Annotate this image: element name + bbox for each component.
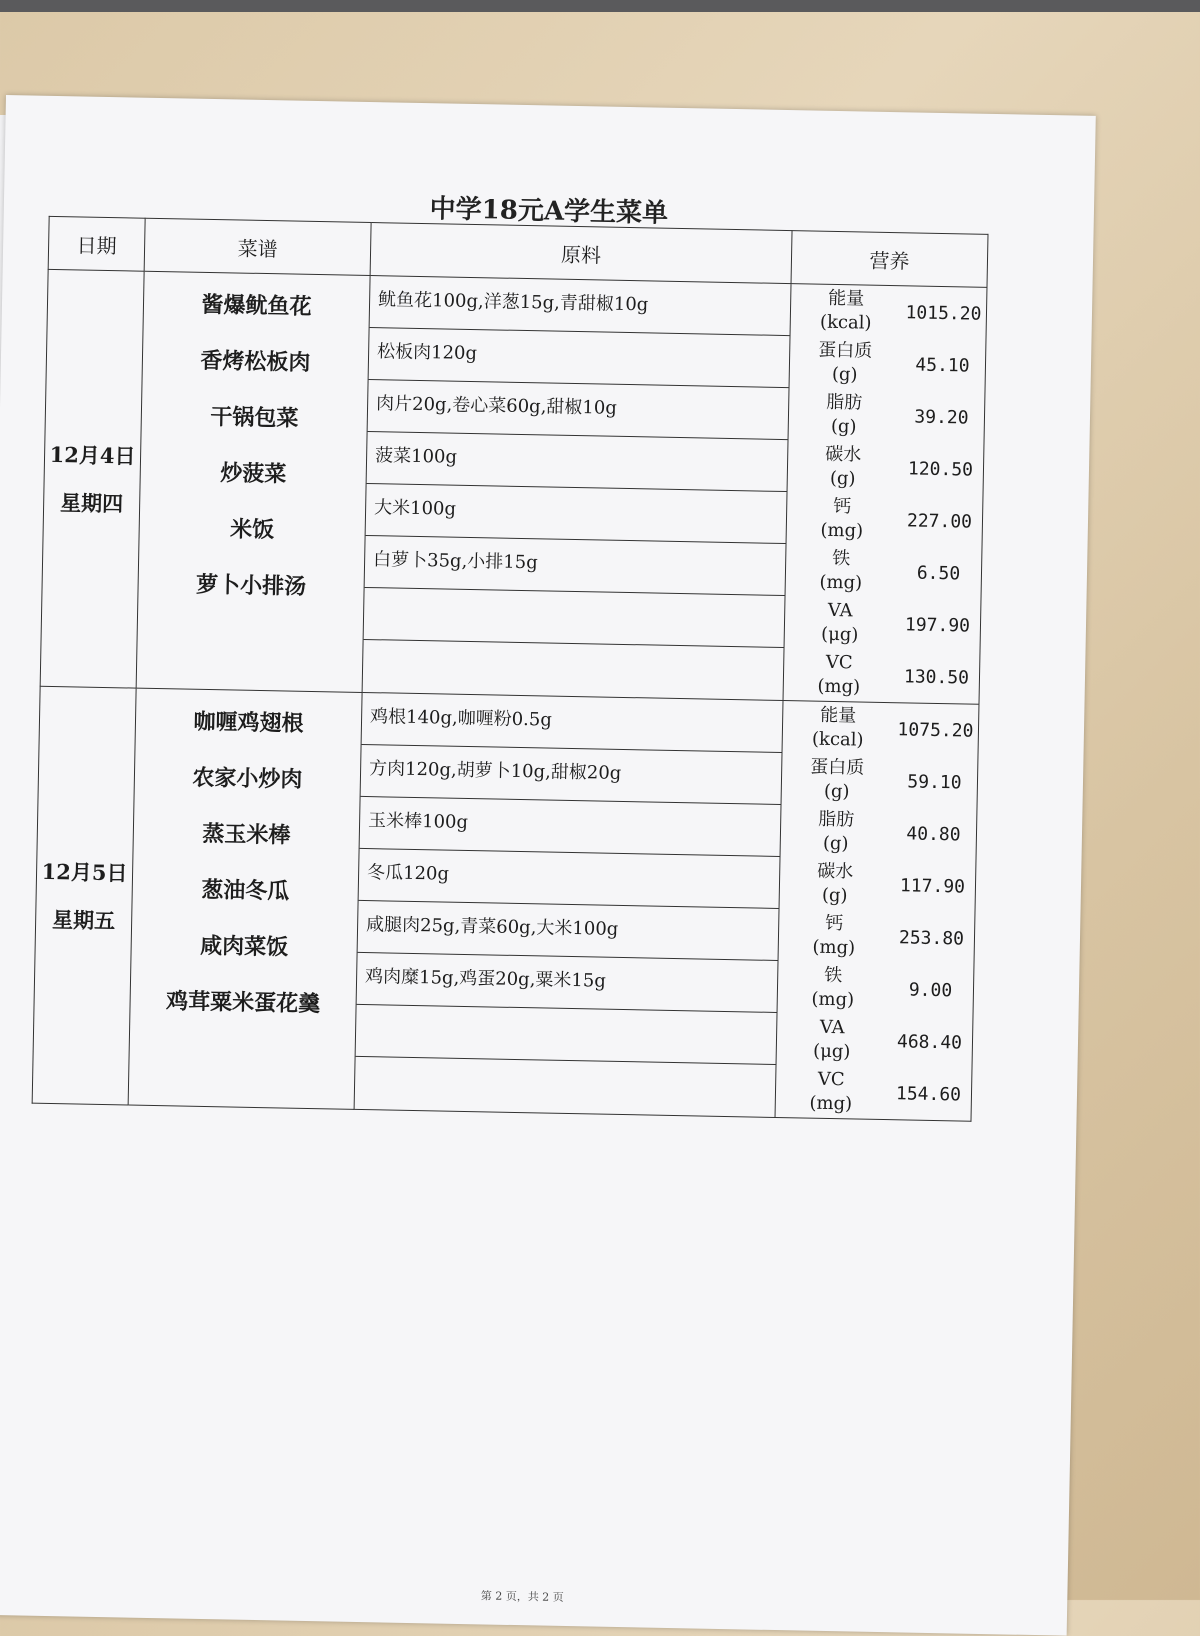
- nutrition-row: [790, 336, 986, 392]
- header-nutrition: 营养: [791, 231, 988, 288]
- nutrient-name: 脂肪: [826, 391, 863, 414]
- date-cell: [32, 686, 136, 1105]
- nutrition-row: [781, 805, 977, 861]
- nutrient-value: 253.80: [898, 926, 965, 950]
- nutrient-unit: (μg): [812, 1040, 851, 1063]
- nutrient-unit: (μg): [820, 623, 859, 646]
- page-footer: 第 2 页，共 2 页: [480, 1589, 564, 1604]
- nutrition-row: [776, 1065, 972, 1121]
- ingredient-line: 菠菜100g: [367, 432, 788, 492]
- nutrient-label: [784, 650, 895, 700]
- nutrient-value: 197.90: [904, 613, 971, 637]
- menu-paper: [0, 95, 1096, 1636]
- nutrient-value: 117.90: [899, 874, 966, 898]
- ingredient-line: 咸腿肉25g,青菜60g,大米100g: [358, 901, 779, 961]
- ingredient-line: [363, 640, 784, 699]
- weekday-text: 星期四: [59, 490, 124, 517]
- nutrient-unit: (g): [831, 363, 858, 386]
- header-date: 日期: [48, 216, 145, 271]
- ingredient-line: 冬瓜120g: [359, 849, 780, 909]
- nutrient-value: 468.40: [896, 1030, 963, 1054]
- nutrition-cell: [783, 284, 987, 705]
- nutrient-name: VC: [817, 1068, 845, 1091]
- ingredient-line: 玉米棒100g: [360, 797, 781, 857]
- nutrient-value: 39.20: [914, 406, 969, 429]
- nutrient-unit: (mg): [812, 936, 856, 959]
- nutrient-unit: (g): [822, 832, 849, 855]
- nutrition-row: [788, 440, 984, 496]
- nutrient-name: 碳水: [825, 443, 862, 466]
- ingredient-line: 肉片20g,卷心菜60g,甜椒10g: [368, 380, 789, 440]
- nutrient-label: [779, 911, 890, 961]
- nutrition-row: [778, 961, 974, 1017]
- nutrient-name: 蛋白质: [818, 339, 873, 362]
- ingredient-line: 大米100g: [366, 484, 787, 544]
- nutrient-name: 碳水: [817, 860, 854, 883]
- nutrient-value: 120.50: [907, 457, 974, 481]
- dish-name: 咖喱鸡翅根: [193, 708, 304, 737]
- nutrition-row: [785, 596, 981, 652]
- ingredient-line: 鸡肉糜15g,鸡蛋20g,粟米15g: [357, 953, 778, 1013]
- day-row: [40, 269, 987, 704]
- date-text: 12月5日: [41, 858, 128, 886]
- nutrient-label: [791, 286, 902, 336]
- menu-table: [32, 216, 989, 1122]
- dish-cell: [128, 688, 362, 1109]
- weekday-text: 星期五: [51, 907, 116, 934]
- nutrient-unit: (mg): [819, 571, 863, 594]
- ingredients-cell: [354, 692, 783, 1117]
- nutrient-label: [781, 807, 892, 857]
- nutrient-label: [782, 755, 893, 805]
- nutrient-label: [789, 390, 900, 440]
- nutrient-label: [786, 546, 897, 596]
- date-text: 12月4日: [49, 441, 136, 469]
- nutrition-cell: [775, 701, 979, 1122]
- desk-edge: [0, 0, 1200, 12]
- ingredient-line: 鱿鱼花100g,洋葱15g,青甜椒10g: [370, 276, 791, 336]
- ingredient-line: 鸡根140g,咖喱粉0.5g: [362, 693, 783, 753]
- nutrient-name: 铁: [832, 547, 851, 570]
- nutrient-unit: (g): [823, 780, 850, 803]
- dish-name: 咸肉菜饭: [199, 932, 289, 961]
- nutrition-row: [779, 909, 975, 965]
- ingredient-line: [364, 588, 785, 648]
- nutrient-name: 能量: [828, 287, 865, 310]
- date-cell: [40, 269, 144, 688]
- nutrient-label: [778, 963, 889, 1013]
- nutrition-row: [780, 857, 976, 913]
- ingredient-line: 方肉120g,胡萝卜10g,甜椒20g: [361, 745, 782, 805]
- dish-name: 酱爆鱿鱼花: [201, 291, 312, 320]
- dish-name: 萝卜小排汤: [195, 571, 307, 600]
- nutrient-unit: (g): [830, 415, 857, 438]
- day-row: [32, 686, 979, 1121]
- nutrition-row: [789, 388, 985, 444]
- dish-name: 蒸玉米棒: [202, 820, 291, 849]
- nutrient-label: [777, 1015, 888, 1065]
- nutrient-unit: (mg): [811, 988, 855, 1011]
- nutrition-row: [777, 1013, 973, 1069]
- nutrient-value: 59.10: [907, 770, 962, 793]
- nutrient-name: 铁: [824, 964, 843, 987]
- nutrient-value: 45.10: [915, 354, 970, 377]
- nutrient-name: 钙: [825, 912, 844, 935]
- nutrient-name: VA: [819, 1016, 845, 1039]
- nutrient-value: 1075.20: [897, 718, 974, 742]
- nutrient-value: 154.60: [895, 1082, 962, 1106]
- dish-name: 香烤松板肉: [200, 347, 311, 376]
- header-dish: 菜谱: [144, 218, 371, 275]
- nutrient-unit: (g): [829, 467, 856, 490]
- nutrient-label: [783, 703, 894, 753]
- nutrient-label: [785, 598, 896, 648]
- nutrient-label: [780, 859, 891, 909]
- dish-name: 炒菠菜: [220, 460, 287, 488]
- nutrient-unit: (g): [821, 884, 848, 907]
- nutrient-label: [788, 442, 899, 492]
- nutrient-name: 蛋白质: [810, 756, 865, 779]
- nutrient-unit: (kcal): [819, 311, 872, 334]
- nutrient-unit: (mg): [820, 519, 864, 542]
- nutrient-value: 40.80: [906, 822, 961, 845]
- menu-body: [32, 269, 987, 1121]
- ingredients-cell: [362, 276, 791, 701]
- dish-name: 葱油冬瓜: [201, 876, 290, 905]
- nutrient-label: [776, 1067, 887, 1117]
- nutrient-unit: (kcal): [811, 728, 864, 751]
- nutrition-row: [786, 544, 982, 600]
- ingredient-line: [356, 1005, 777, 1065]
- nutrient-value: 6.50: [916, 562, 961, 584]
- nutrient-value: 227.00: [906, 509, 973, 533]
- nutrient-unit: (mg): [817, 675, 861, 698]
- nutrient-label: [787, 494, 898, 544]
- nutrition-row: [782, 753, 978, 809]
- dish-name: 农家小炒肉: [192, 764, 303, 793]
- nutrient-value: 130.50: [903, 665, 970, 689]
- dish-name: 米饭: [229, 516, 275, 544]
- nutrient-name: VC: [825, 651, 853, 674]
- nutrient-name: 钙: [833, 495, 852, 518]
- dish-name: 干锅包菜: [210, 403, 299, 432]
- nutrition-row: [787, 492, 983, 548]
- dish-name: 鸡茸粟米蛋花羹: [165, 988, 321, 1018]
- nutrition-row: [791, 284, 987, 340]
- dish-cell: [136, 271, 370, 692]
- header-ingredients: 原料: [370, 223, 792, 284]
- nutrient-value: 1015.20: [905, 301, 982, 325]
- nutrition-row: [783, 701, 979, 757]
- nutrient-label: [790, 338, 901, 388]
- nutrient-name: 能量: [820, 704, 857, 727]
- nutrient-name: VA: [827, 599, 853, 622]
- ingredient-line: [355, 1057, 776, 1116]
- ingredient-line: 松板肉120g: [369, 328, 790, 388]
- nutrition-row: [784, 648, 980, 704]
- nutrient-name: 脂肪: [818, 808, 855, 831]
- nutrient-unit: (mg): [809, 1092, 853, 1115]
- page-title: 中学18元A学生菜单: [429, 194, 669, 229]
- nutrient-value: 9.00: [908, 978, 953, 1001]
- ingredient-line: 白萝卜35g,小排15g: [365, 536, 786, 596]
